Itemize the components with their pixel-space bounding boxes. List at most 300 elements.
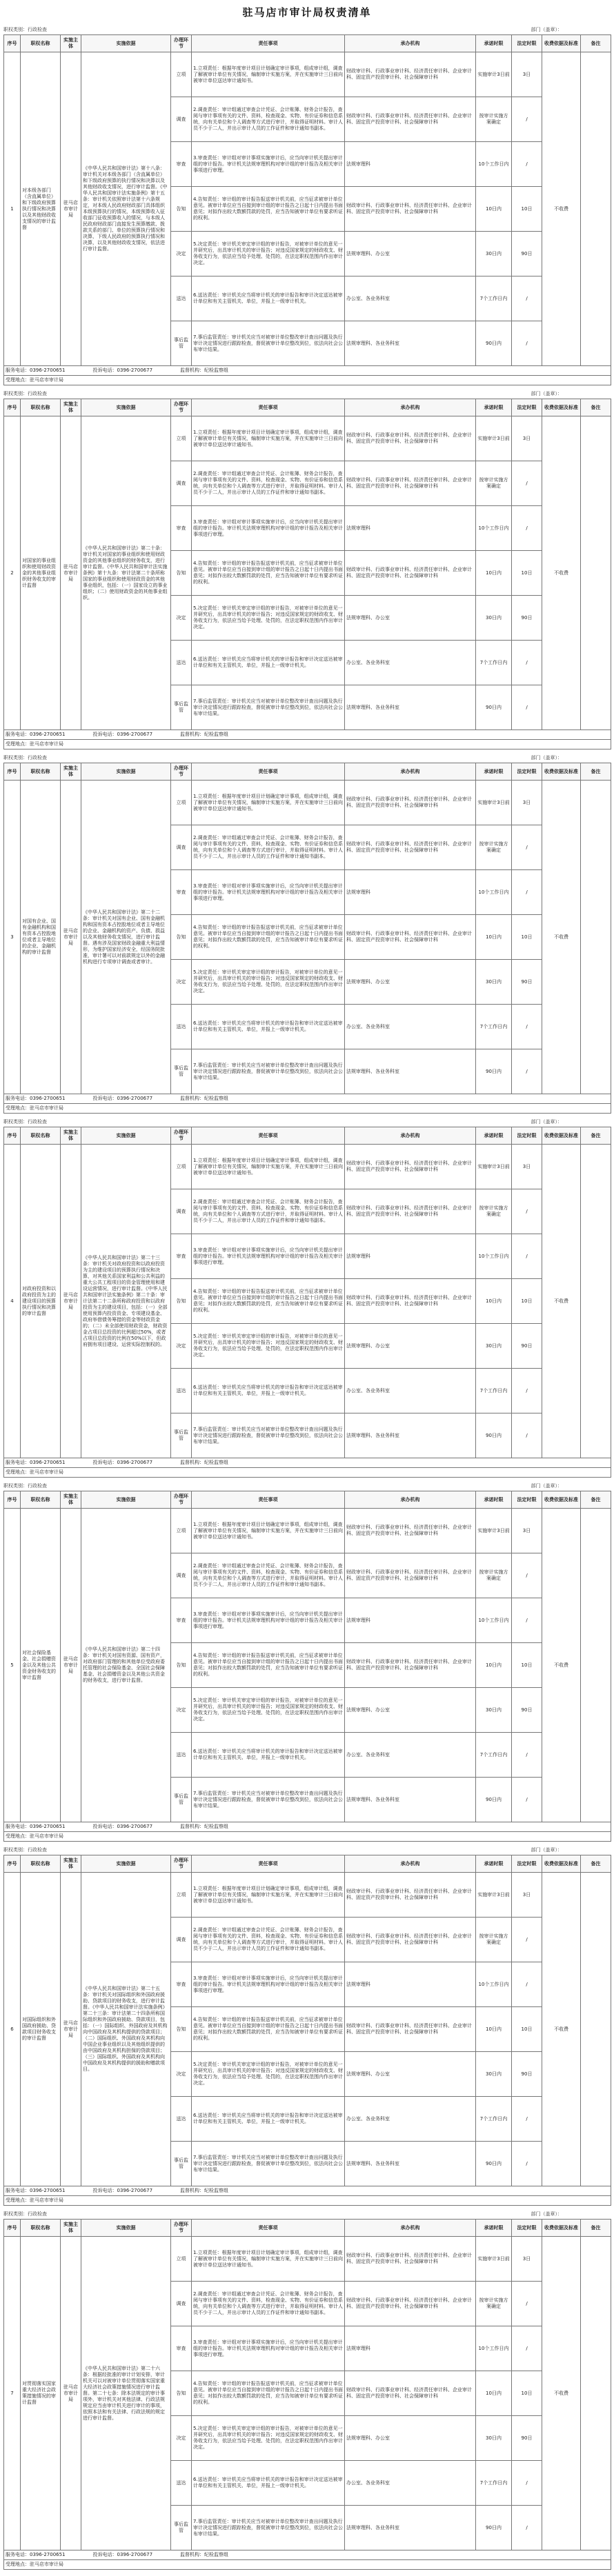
stage-cell: 调查 [171,1553,192,1598]
stamp-label: 部门（盖章）： [531,391,562,396]
subject-cell: 驻马店市审计局 [61,52,81,366]
column-header: 收费依据及标准 [542,1127,581,1145]
duty-cell: 6.送达责任：审计机关应当将审计机关的审计报告和审计决定送达被审计单位和有关主管机关、单位，并报上一级审计机关。 [192,276,345,321]
unit-cell: 法规审理科、办公室 [345,1324,476,1369]
legal-time-cell: 90日 [512,232,542,276]
promise-time-cell: 10个工作日内 [476,1234,512,1279]
promise-time-cell: 90日内 [476,1778,512,1822]
supervision-agency: 监督机构：纪检监察组 [180,1460,229,1465]
serial-number-cell: 1 [4,52,21,366]
legal-time-cell: 3日 [512,781,542,825]
supervision-agency: 监督机构：纪检监察组 [180,368,229,373]
duty-cell: 3.审查责任：审计组对审计事项实施审计后，应当向审计机关提出审计组的审计报告。审计机关法规审理机构对审计组的审计报告及相关审计事项进行审理。 [192,2326,345,2371]
stage-cell: 审查 [171,1962,192,2007]
duty-cell: 1.立项责任：根据年度审计项目计划确定审计事项，组成审计组，调查了解被审计单位有关情况，编制审计实施方案，并在实施审计三日前向被审计单位送达审计通知书。 [192,1509,345,1553]
footer-row [4,2550,611,2560]
legal-time-cell: / [512,1733,542,1778]
promise-time-cell: 10个工作日内 [476,2326,512,2371]
stage-cell: 审查 [171,142,192,187]
legal-time-cell: / [512,2326,542,2371]
column-header: 责任事项 [192,1491,345,1509]
promise-time-cell: 按审计实施方案确定 [476,97,512,142]
footer-cell [4,2186,611,2196]
unit-cell: 财政审计科、行政事业审计科、经济责任审计科、企业审计科、固定资产投资审计科、社会保障审计科 [345,2371,476,2416]
header-row [4,1491,611,1509]
unit-cell: 法规审理科、办公室 [345,232,476,276]
column-header: 实施主体 [61,35,81,52]
unit-cell: 法规审理科 [345,1962,476,2007]
column-header: 职权名称 [21,35,61,52]
column-header: 办理环节 [171,1855,192,1873]
legal-time-cell: / [512,2506,542,2550]
supervision-agency: 监督机构：纪检监察组 [180,1824,229,1829]
power-table [3,763,611,1114]
stage-cell: 决定 [171,2052,192,2097]
unit-cell: 办公室、各业务科室 [345,1005,476,1049]
promise-time-cell: 30日内 [476,596,512,641]
footer-row [4,730,611,740]
promise-time-cell: 90日内 [476,2506,512,2550]
promise-time-cell: 10日内 [476,551,512,596]
column-header: 收费依据及标准 [542,1491,581,1509]
unit-cell: 法规审理科 [345,506,476,551]
legal-time-cell: / [512,506,542,551]
unit-cell: 法规审理科、办公室 [345,2416,476,2461]
promise-time-cell: 7个工作日内 [476,1005,512,1049]
unit-cell: 财政审计科、行政事业审计科、经济责任审计科、企业审计科、固定资产投资审计科、社会保障审计科 [345,1189,476,1234]
column-header: 承办机构 [345,1127,476,1145]
stage-cell: 送达 [171,1733,192,1778]
footer-row [4,1468,611,1478]
power-name-cell: 对国际组织和外国政府援助、贷款项目财务收支的审计监督 [21,1873,61,2186]
duty-cell: 5.决定责任：审计机关审定审计组的审计报告，对被审计单位的意见一并研究后，出具审计机关的审计报告；对违反国家规定的财政收支、财务收支行为，依法应当给予处理、处罚的，在法定职权范围内作出审计决定。 [192,2416,345,2461]
serial-number-cell: 4 [4,1145,21,1458]
stage-cell: 审查 [171,870,192,915]
stage-cell: 告知 [171,1643,192,1688]
column-header: 实施主体 [61,1127,81,1145]
power-table [3,399,611,749]
legal-time-cell: / [512,1778,542,1822]
column-header: 备注 [581,399,611,416]
complaint-phone: 投诉电话：0396-2700677 [92,1460,153,1465]
header-row [4,2220,611,2237]
category-label: 职权类别：行政检查 [3,1119,47,1125]
stage-cell: 事后监管 [171,321,192,366]
subject-cell: 驻马店市审计局 [61,781,81,1094]
section-label-row [3,389,611,399]
promise-time-cell: 30日内 [476,2416,512,2461]
duty-cell: 3.审查责任：审计组对审计事项实施审计后，应当向审计机关提出审计组的审计报告。审计机关法规审理机构对审计组的审计报告及相关审计事项进行审理。 [192,1234,345,1279]
stage-cell: 决定 [171,960,192,1005]
stage-cell: 送达 [171,2461,192,2506]
column-header: 备注 [581,1491,611,1509]
table-row [4,1873,611,1918]
acceptance-address: 受理地点：驻马店市审计局 [6,1469,63,1475]
table-row [4,2237,611,2282]
unit-cell: 法规审理科 [345,1598,476,1643]
legal-time-cell: 10日 [512,187,542,232]
legal-time-cell: / [512,870,542,915]
stage-cell: 调查 [171,825,192,870]
footer-cell [4,2560,611,2570]
column-header: 办理环节 [171,2220,192,2237]
service-phone: 服务电话：0396-2700651 [6,2188,66,2193]
unit-cell: 法规审理科、办公室 [345,596,476,641]
legal-time-cell: / [512,2282,542,2326]
unit-cell: 财政审计科、行政事业审计科、经济责任审计科、企业审计科、固定资产投资审计科、社会保障审计科 [345,1643,476,1688]
legal-time-cell: / [512,1234,542,1279]
stage-cell: 审查 [171,2326,192,2371]
stage-cell: 事后监管 [171,2506,192,2550]
promise-time-cell: 90日内 [476,685,512,730]
promise-time-cell: 7个工作日内 [476,1369,512,1413]
column-header: 承办机构 [345,763,476,781]
duty-cell: 6.送达责任：审计机关应当将审计机关的审计报告和审计决定送达被审计单位和有关主管机关、单位，并报上一级审计机关。 [192,2097,345,2142]
stage-cell: 立项 [171,1145,192,1189]
power-section [0,25,614,389]
footer-cell [4,1094,611,1104]
stage-cell: 审查 [171,506,192,551]
category-label: 职权类别：行政检查 [3,755,47,761]
acceptance-address: 受理地点：驻马店市审计局 [6,1833,63,1839]
duty-cell: 7.事后监管责任：审计机关应当对被审计单位整改审计查出问题及执行审计决定情况进行跟踪检查，督促被审计单位整改到位，依法向社会公布审计结果。 [192,1049,345,1094]
promise-time-cell: 实施审计3日前 [476,1509,512,1553]
footer-cell [4,1458,611,1468]
basis-cell: 《中华人民共和国审计法》第二十二条：审计机关对国有企业、国有金融机构和国有资本占控股地位或者主导地位的企业、金融机构的资产、负债、损益以及其他财务收支情况，进行审计监督。遇有涉及国家财政金融重大利益情形，为维护国家经济安全，经国务院批准，审计署可以对前款规定以外的金融机构进行专项审计调查或者审计。 [81,781,171,1094]
promise-time-cell: 7个工作日内 [476,2461,512,2506]
duty-cell: 4.告知责任：审计组的审计报告报送审计机关前，应当征求被审计单位意见。被审计单位应当自接到审计组的审计报告之日起十日内提出书面意见；对拟作出较大数额罚款的处罚，应当告知被审计单位有要求听证的权利。 [192,187,345,232]
unit-cell: 法规审理科、各业务科室 [345,2142,476,2186]
acceptance-address: 受理地点：驻马店市审计局 [6,2562,63,2567]
footer-cell [4,1822,611,1832]
stage-cell: 事后监管 [171,685,192,730]
stage-cell: 调查 [171,1918,192,1962]
document-title: 驻马店市审计局权责清单 [242,6,372,19]
table-row [4,52,611,97]
column-header: 法定时限 [512,1127,542,1145]
duty-cell: 3.审查责任：审计组对审计事项实施审计后，应当向审计机关提出审计组的审计报告。审计机关法规审理机构对审计组的审计报告及相关审计事项进行审理。 [192,870,345,915]
duty-cell: 4.告知责任：审计组的审计报告报送审计机关前，应当征求被审计单位意见。被审计单位应当自接到审计组的审计报告之日起十日内提出书面意见；对拟作出较大数额罚款的处罚，应当告知被审计单位有要求听证的权利。 [192,551,345,596]
unit-cell: 办公室、各业务科室 [345,2097,476,2142]
stage-cell: 告知 [171,551,192,596]
stage-cell: 告知 [171,2007,192,2052]
column-header: 法定时限 [512,399,542,416]
unit-cell: 财政审计科、行政事业审计科、经济责任审计科、企业审计科、固定资产投资审计科、社会保障审计科 [345,551,476,596]
legal-time-cell: 10日 [512,2007,542,2052]
power-section [0,1481,614,1845]
fee-cell: 不收费 [542,1509,581,1822]
duty-cell: 6.送达责任：审计机关应当将审计机关的审计报告和审计决定送达被审计单位和有关主管机关、单位，并报上一级审计机关。 [192,1733,345,1778]
unit-cell: 法规审理科、办公室 [345,960,476,1005]
footer-row [4,1822,611,1832]
legal-time-cell: 3日 [512,52,542,97]
promise-time-cell: 实施审计3日前 [476,2237,512,2282]
column-header: 承诺时限 [476,2220,512,2237]
column-header: 承办机构 [345,1855,476,1873]
power-section [0,1117,614,1481]
power-table [3,1127,611,1478]
legal-time-cell: / [512,142,542,187]
unit-cell: 办公室、各业务科室 [345,641,476,685]
note-cell [581,1509,611,1822]
unit-cell: 法规审理科、办公室 [345,2052,476,2097]
power-name-cell: 对国有企业、国有金融机构和国有资本占控股地位或者主导地位的企业、金融机构的审计监督 [21,781,61,1094]
duty-cell: 4.告知责任：审计组的审计报告报送审计机关前，应当征求被审计单位意见。被审计单位应当自接到审计组的审计报告之日起十日内提出书面意见；对拟作出较大数额罚款的处罚，应当告知被审计单位有要求听证的权利。 [192,1279,345,1324]
legal-time-cell: / [512,1413,542,1458]
column-header: 职权名称 [21,399,61,416]
stage-cell: 立项 [171,416,192,461]
serial-number-cell: 6 [4,1873,21,2186]
stage-cell: 事后监管 [171,1778,192,1822]
duty-cell: 3.审查责任：审计组对审计事项实施审计后，应当向审计机关提出审计组的审计报告。审计机关法规审理机构对审计组的审计报告及相关审计事项进行审理。 [192,1962,345,2007]
promise-time-cell: 10个工作日内 [476,870,512,915]
promise-time-cell: 90日内 [476,1049,512,1094]
column-header: 收费依据及标准 [542,763,581,781]
legal-time-cell: / [512,1369,542,1413]
column-header: 实施依据 [81,1491,171,1509]
acceptance-address: 受理地点：驻马店市审计局 [6,741,63,747]
category-label: 职权类别：行政检查 [3,2211,47,2217]
footer-cell [4,2196,611,2206]
duty-cell: 4.告知责任：审计组的审计报告报送审计机关前，应当征求被审计单位意见。被审计单位应当自接到审计组的审计报告之日起十日内提出书面意见；对拟作出较大数额罚款的处罚，应当告知被审计单位有要求听证的权利。 [192,915,345,960]
legal-time-cell: 10日 [512,915,542,960]
promise-time-cell: 7个工作日内 [476,1733,512,1778]
duty-cell: 6.送达责任：审计机关应当将审计机关的审计报告和审计决定送达被审计单位和有关主管机关、单位，并报上一级审计机关。 [192,641,345,685]
column-header: 备注 [581,1855,611,1873]
column-header: 法定时限 [512,1855,542,1873]
promise-time-cell: 按审计实施方案确定 [476,1918,512,1962]
complaint-phone: 投诉电话：0396-2700677 [92,732,153,737]
promise-time-cell: 10个工作日内 [476,506,512,551]
column-header: 承诺时限 [476,35,512,52]
legal-time-cell: 3日 [512,416,542,461]
header-row [4,35,611,52]
subject-cell: 驻马店市审计局 [61,2237,81,2550]
unit-cell: 财政审计科、行政事业审计科、经济责任审计科、企业审计科、固定资产投资审计科、社会保障审计科 [345,52,476,97]
footer-cell [4,1468,611,1478]
promise-time-cell: 90日内 [476,1413,512,1458]
basis-cell: 《中华人民共和国审计法》第二十四条：审计机关对国有资源、国有资产，对政府部门管理的和其他单位受政府委托管理的社会保险基金、全国社会保障基金、社会捐赠资金以及其他公共资金的财务收支，进行审计监督。 [81,1509,171,1822]
note-cell [581,52,611,366]
header-row [4,763,611,781]
unit-cell: 法规审理科、各业务科室 [345,2506,476,2550]
basis-cell: 《中华人民共和国审计法》第二十六条：根据经批准的审计计划安排，审计机关可以对被审计单位贯彻落实国家重大经济社会政策措施情况进行审计监督。第二十七条：除本法规定的审计事项外，审计机关对其他法律、行政法规规定应当由审计机关进行审计的事项，依照本法和有关法律、行政法规的规定进行审计监督。 [81,2237,171,2550]
supervision-agency: 监督机构：纪检监察组 [180,732,229,737]
duty-cell: 1.立项责任：根据年度审计项目计划确定审计事项，组成审计组，调查了解被审计单位有关情况，编制审计实施方案，并在实施审计三日前向被审计单位送达审计通知书。 [192,1145,345,1189]
stage-cell: 送达 [171,1369,192,1413]
power-section [0,389,614,753]
duty-cell: 5.决定责任：审计机关审定审计组的审计报告，对被审计单位的意见一并研究后，出具审计机关的审计报告；对违反国家规定的财政收支、财务收支行为，依法应当给予处理、处罚的，在法定职权范围内作出审计决定。 [192,596,345,641]
column-header: 实施依据 [81,35,171,52]
unit-cell: 办公室、各业务科室 [345,276,476,321]
legal-time-cell: / [512,1049,542,1094]
stage-cell: 决定 [171,596,192,641]
unit-cell: 财政审计科、行政事业审计科、经济责任审计科、企业审计科、固定资产投资审计科、社会保障审计科 [345,97,476,142]
unit-cell: 财政审计科、行政事业审计科、经济责任审计科、企业审计科、固定资产投资审计科、社会保障审计科 [345,1145,476,1189]
fee-cell: 不收费 [542,52,581,366]
stamp-label: 部门（盖章）： [531,1119,562,1125]
stage-cell: 立项 [171,781,192,825]
category-label: 职权类别：行政检查 [3,1847,47,1853]
column-header: 职权名称 [21,1491,61,1509]
legal-time-cell: 10日 [512,1279,542,1324]
stage-cell: 决定 [171,232,192,276]
stage-cell: 送达 [171,641,192,685]
legal-time-cell: / [512,97,542,142]
stage-cell: 决定 [171,1324,192,1369]
promise-time-cell: 10个工作日内 [476,1598,512,1643]
promise-time-cell: 30日内 [476,1688,512,1733]
duty-cell: 6.送达责任：审计机关应当将审计机关的审计报告和审计决定送达被审计单位和有关主管机关、单位，并报上一级审计机关。 [192,2461,345,2506]
unit-cell: 财政审计科、行政事业审计科、经济责任审计科、企业审计科、固定资产投资审计科、社会保障审计科 [345,2237,476,2282]
column-header: 办理环节 [171,1491,192,1509]
unit-cell: 财政审计科、行政事业审计科、经济责任审计科、企业审计科、固定资产投资审计科、社会保障审计科 [345,825,476,870]
stage-cell: 调查 [171,1189,192,1234]
column-header: 序号 [4,1855,21,1873]
column-header: 实施主体 [61,1491,81,1509]
stage-cell: 立项 [171,52,192,97]
column-header: 责任事项 [192,1127,345,1145]
promise-time-cell: 按审计实施方案确定 [476,2282,512,2326]
column-header: 实施主体 [61,763,81,781]
power-section [0,753,614,1117]
complaint-phone: 投诉电话：0396-2700677 [92,368,153,373]
promise-time-cell: 7个工作日内 [476,2097,512,2142]
column-header: 序号 [4,2220,21,2237]
stamp-label: 部门（盖章）： [531,1847,562,1853]
power-table [3,1491,611,1842]
legal-time-cell: / [512,2142,542,2186]
power-table [3,34,611,385]
column-header: 实施主体 [61,1855,81,1873]
column-header: 收费依据及标准 [542,1855,581,1873]
unit-cell: 法规审理科 [345,870,476,915]
duty-cell: 3.审查责任：审计组对审计事项实施审计后，应当向审计机关提出审计组的审计报告。审计机关法规审理机构对审计组的审计报告及相关审计事项进行审理。 [192,1598,345,1643]
stage-cell: 告知 [171,1279,192,1324]
power-list [0,25,614,2573]
legal-time-cell: / [512,461,542,506]
column-header: 实施主体 [61,2220,81,2237]
unit-cell: 法规审理科、各业务科室 [345,1049,476,1094]
duty-cell: 5.决定责任：审计机关审定审计组的审计报告，对被审计单位的意见一并研究后，出具审计机关的审计报告；对违反国家规定的财政收支、财务收支行为，依法应当给予处理、处罚的，在法定职权范围内作出审计决定。 [192,1324,345,1369]
column-header: 责任事项 [192,1855,345,1873]
note-cell [581,416,611,730]
footer-row [4,1094,611,1104]
stage-cell: 告知 [171,915,192,960]
footer-cell [4,730,611,740]
footer-cell [4,376,611,385]
subject-cell: 驻马店市审计局 [61,416,81,730]
power-name-cell: 对国家的事业组织和使用财政资金的其他事业组织财务收支的审计监督 [21,416,61,730]
service-phone: 服务电话：0396-2700651 [6,2552,66,2557]
footer-row [4,2560,611,2570]
supervision-agency: 监督机构：纪检监察组 [180,2188,229,2193]
stage-cell: 立项 [171,2237,192,2282]
legal-time-cell: 3日 [512,2237,542,2282]
legal-time-cell: 10日 [512,551,542,596]
promise-time-cell: 7个工作日内 [476,276,512,321]
legal-time-cell: 10日 [512,1643,542,1688]
column-header: 序号 [4,35,21,52]
complaint-phone: 投诉电话：0396-2700677 [92,1096,153,1101]
unit-cell: 办公室、各业务科室 [345,1369,476,1413]
column-header: 备注 [581,35,611,52]
serial-number-cell: 2 [4,416,21,730]
power-table [3,1855,611,2206]
unit-cell: 财政审计科、行政事业审计科、经济责任审计科、企业审计科、固定资产投资审计科、社会保障审计科 [345,416,476,461]
duty-cell: 5.决定责任：审计机关审定审计组的审计报告，对被审计单位的意见一并研究后，出具审计机关的审计报告；对违反国家规定的财政收支、财务收支行为，依法应当给予处理、处罚的，在法定职权范围内作出审计决定。 [192,232,345,276]
stage-cell: 审查 [171,1234,192,1279]
unit-cell: 财政审计科、行政事业审计科、经济责任审计科、企业审计科、固定资产投资审计科、社会保障审计科 [345,1553,476,1598]
serial-number-cell: 7 [4,2237,21,2550]
column-header: 办理环节 [171,399,192,416]
column-header: 法定时限 [512,1491,542,1509]
column-header: 职权名称 [21,2220,61,2237]
column-header: 实施依据 [81,2220,171,2237]
fee-cell: 不收费 [542,1145,581,1458]
duty-cell: 7.事后监管责任：审计机关应当对被审计单位整改审计查出问题及执行审计决定情况进行跟踪检查，督促被审计单位整改到位，依法向社会公布审计结果。 [192,321,345,366]
legal-time-cell: 90日 [512,2052,542,2097]
legal-time-cell: 90日 [512,2416,542,2461]
unit-cell: 财政审计科、行政事业审计科、经济责任审计科、企业审计科、固定资产投资审计科、社会保障审计科 [345,2007,476,2052]
duty-cell: 2.调查责任：审计组通过审查会计凭证、会计账簿、财务会计报告，查阅与审计事项有关的文件、资料，检查现金、实物、有价证券和信息系统，向有关单位和个人调查等方式进行审计，并取得证明材料。审计人员不少于二人，并出示审计人员的工作证件和审计通知书副本。 [192,1918,345,1962]
column-header: 责任事项 [192,399,345,416]
column-header: 序号 [4,1127,21,1145]
stage-cell: 告知 [171,187,192,232]
legal-time-cell: / [512,641,542,685]
legal-time-cell: 90日 [512,596,542,641]
legal-time-cell: / [512,1553,542,1598]
stamp-label: 部门（盖章）： [531,2211,562,2217]
column-header: 承办机构 [345,2220,476,2237]
complaint-phone: 投诉电话：0396-2700677 [92,2552,153,2557]
basis-cell: 《中华人民共和国审计法》第二十五条：审计机关对国际组织和外国政府援助、贷款项目的财务收支，进行审计监督。《中华人民共和国审计法实施条例》第二十三条：审计法第二十四条所称国际组织和外国政府援助、贷款项目，包括：（一）国际组织、外国政府及其机构向中国政府及其机构提供的贷款项目；（二）国际组织、外国政府及其机构向中国企业事业组织以及其他组织提供的由中国政府及其机构担保的贷款项目；（三）国际组织、外国政府及其机构向中国政府及其机构提供的援助和赠款项目。 [81,1873,171,2186]
unit-cell: 办公室、各业务科室 [345,2461,476,2506]
note-cell [581,1873,611,2186]
category-label: 职权类别：行政检查 [3,391,47,396]
promise-time-cell: 10个工作日内 [476,1962,512,2007]
duty-cell: 4.告知责任：审计组的审计报告报送审计机关前，应当征求被审计单位意见。被审计单位应当自接到审计组的审计报告之日起十日内提出书面意见；对拟作出较大数额罚款的处罚，应当告知被审计单位有要求听证的权利。 [192,1643,345,1688]
column-header: 收费依据及标准 [542,35,581,52]
stage-cell: 送达 [171,1005,192,1049]
serial-number-cell: 5 [4,1509,21,1822]
fee-cell: 不收费 [542,2237,581,2550]
basis-cell: 《中华人民共和国审计法》第十八条：审计机关对本级各部门（含直属单位）和下级政府预算的执行情况和决算以及其他财政收支情况，进行审计监督。《中华人民共和国审计法实施条例》第十五条：审计机关依照审计法第十六条规定，对本级人民政府财政部门具体组织本级预算执行的情况，本级预算收入征收部门征收预算收入的情况，与本级人民政府财政部门直接发生预算缴款、拨款关系的部门、单位的预算执行情况和决算，下级人民政府的预算执行情况和决算，以及其他财政收支情况，依法进行审计监督。 [81,52,171,366]
promise-time-cell: 90日内 [476,321,512,366]
column-header: 责任事项 [192,35,345,52]
duty-cell: 5.决定责任：审计机关审定审计组的审计报告，对被审计单位的意见一并研究后，出具审计机关的审计报告；对违反国家规定的财政收支、财务收支行为，依法应当给予处理、处罚的，在法定职权范围内作出审计决定。 [192,2052,345,2097]
unit-cell: 财政审计科、行政事业审计科、经济责任审计科、企业审计科、固定资产投资审计科、社会保障审计科 [345,1509,476,1553]
stamp-label: 部门（盖章）： [531,1483,562,1489]
service-phone: 服务电话：0396-2700651 [6,732,66,737]
column-header: 实施依据 [81,399,171,416]
column-header: 备注 [581,2220,611,2237]
power-name-cell: 对本级各部门（含直属单位）和下级政府预算执行情况和决算以及其他财政收支情况的审计监督 [21,52,61,366]
column-header: 承诺时限 [476,763,512,781]
unit-cell: 法规审理科 [345,2326,476,2371]
legal-time-cell: / [512,825,542,870]
unit-cell: 财政审计科、行政事业审计科、经济责任审计科、企业审计科、固定资产投资审计科、社会保障审计科 [345,915,476,960]
promise-time-cell: 10日内 [476,187,512,232]
footer-cell [4,1104,611,1114]
column-header: 责任事项 [192,2220,345,2237]
table-row [4,416,611,461]
promise-time-cell: 90日内 [476,2142,512,2186]
column-header: 序号 [4,763,21,781]
stamp-label: 部门（盖章）： [531,27,562,32]
category-label: 职权类别：行政检查 [3,27,47,32]
unit-cell: 财政审计科、行政事业审计科、经济责任审计科、企业审计科、固定资产投资审计科、社会保障审计科 [345,781,476,825]
